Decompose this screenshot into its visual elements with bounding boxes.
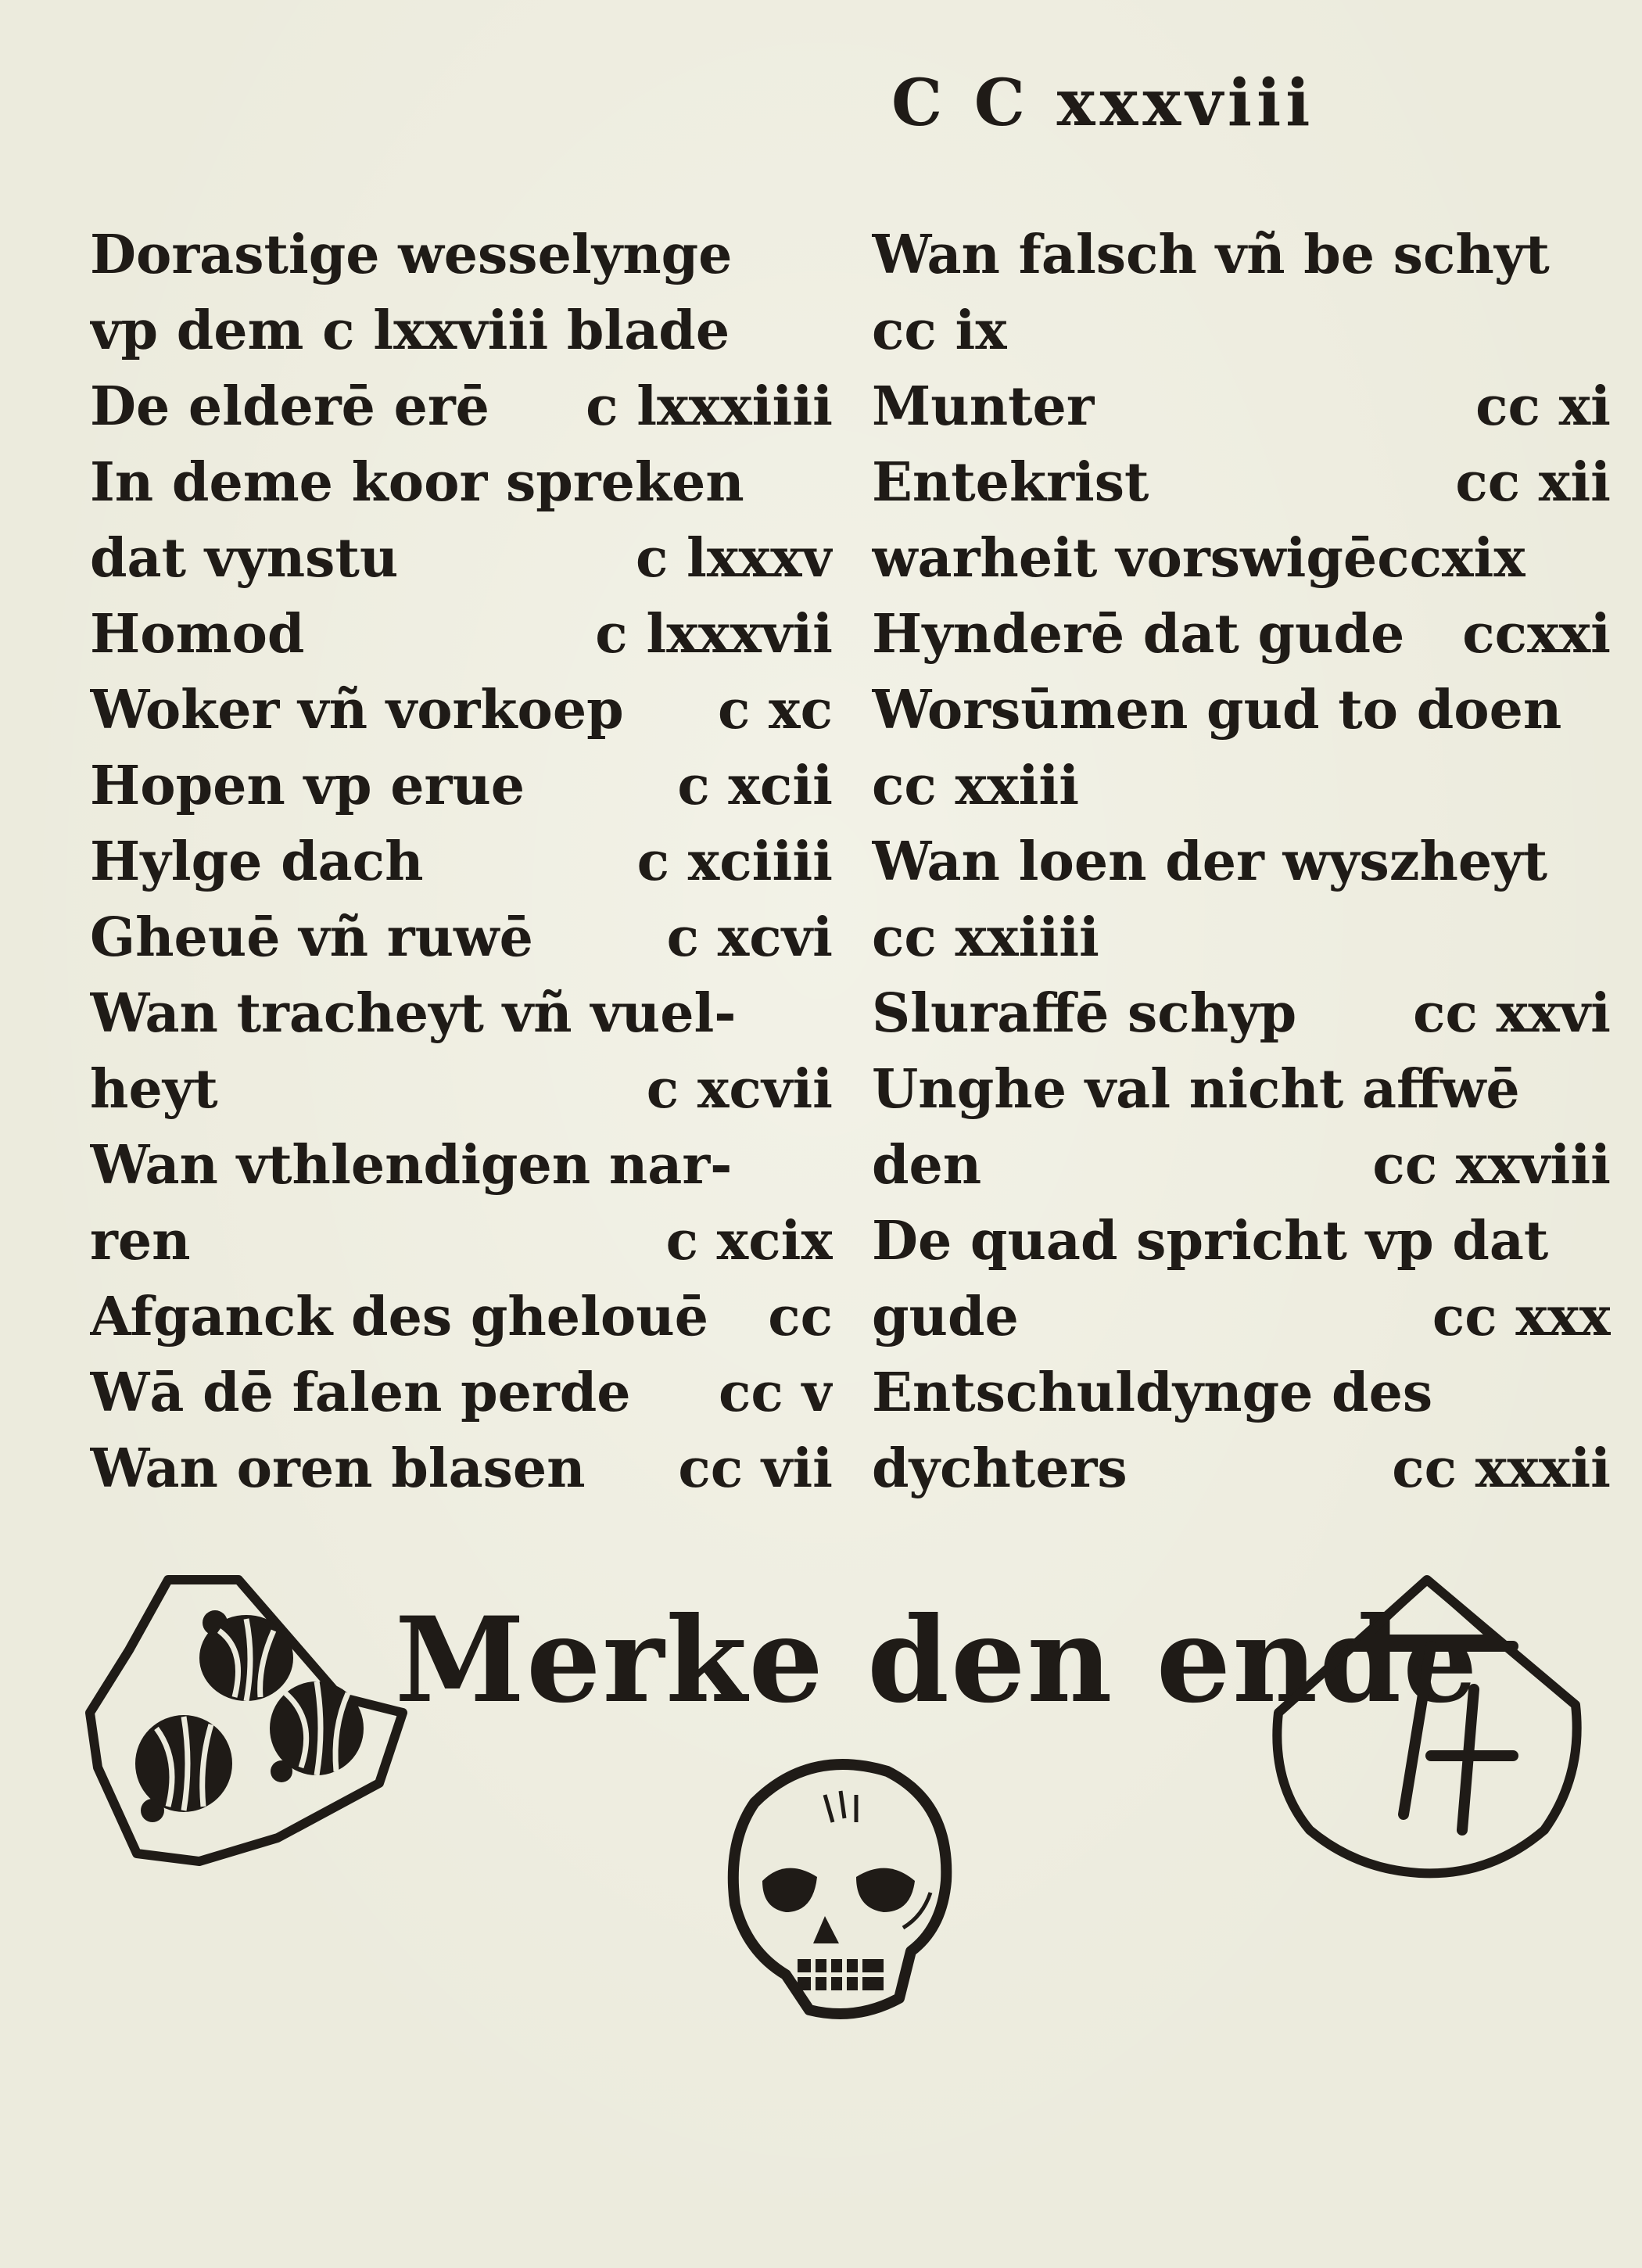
entry-folio-reference: c lxxxv [635,527,833,590]
register-entry [872,1431,1611,1507]
register-entry [872,1279,1611,1355]
register-entry [90,976,833,1052]
register-entry [90,748,833,824]
register-entry [90,1279,833,1355]
entry-title: Afganck des ghelouē [90,1286,708,1348]
register-entry [872,824,1611,900]
entry-title: Gheuē vñ ruwē [90,906,533,969]
entry-title: Wā dē falen perde [90,1362,631,1424]
register-entry [90,1431,833,1507]
entry-title: gude [872,1286,1019,1348]
register-entry [872,217,1611,293]
entry-folio-reference: c lxxxiiii [586,375,833,438]
entry-title: Entekrist [872,451,1149,514]
entry-folio-reference: cc vii [678,1437,833,1500]
register-entry [872,748,1611,824]
entry-folio-reference: cc xxx [1432,1286,1611,1348]
entry-title: Sluraffē schyp [872,982,1297,1045]
entry-title: Wan falsch vñ be schyt [872,224,1550,286]
register-entry [872,369,1611,445]
printers-mark-icon [1263,1572,1591,1885]
entry-title: Wan loen der wyszheyt [872,831,1548,893]
entry-folio-reference: cc v [719,1362,833,1424]
register-entry [872,900,1611,976]
entry-title: dat vynstu [90,527,399,590]
entry-folio-reference: c xciiii [636,831,833,893]
entry-title: De quad spricht vp dat [872,1210,1549,1272]
entry-title: Hynderē dat gude [872,603,1405,666]
entry-folio-reference: cc xxvi [1413,982,1611,1045]
register-entry [90,1052,833,1128]
entry-title: dychters [872,1437,1128,1500]
entry-folio-reference: cc xxviii [1372,1134,1611,1197]
entry-title: Wan tracheyt vñ vuel- [90,982,737,1045]
register-entry [90,1128,833,1204]
entry-title: Woker vñ vorkoep [90,679,624,741]
entry-title: De elderē erē [90,375,489,438]
entry-folio-reference: cc xi [1475,375,1611,438]
entry-folio-reference: c lxxxvii [595,603,833,666]
register-entry [872,1052,1611,1128]
entry-title: Entschuldynge des [872,1362,1433,1424]
entry-title: Munter [872,375,1095,438]
entry-title: Dorastige wesselynge [90,224,733,286]
entry-folio-reference: c xcvii [646,1058,833,1121]
entry-title: Wan oren blasen [90,1437,586,1500]
entry-folio-reference: cc xxxii [1392,1437,1611,1500]
register-entry [872,521,1611,597]
register-entry [872,1355,1611,1431]
register-entry [872,445,1611,521]
entry-title: warheit vorswigēccxix [872,527,1525,590]
entry-title: cc ix [872,300,1007,362]
entry-folio-reference: cc xii [1455,451,1611,514]
register-entry [872,976,1611,1052]
entry-title: Hopen vp erue [90,755,525,817]
register-entry [90,673,833,748]
entry-folio-reference: c xc [717,679,833,741]
entry-title: Unghe val nicht affwē [872,1058,1520,1121]
entry-title: cc xxiii [872,755,1080,817]
entry-title: den [872,1134,982,1197]
shield-with-three-poppy-heads-icon [82,1572,410,1877]
register-entry [872,293,1611,369]
motto-heading: Merke den ende [395,1592,1479,1729]
entry-folio-reference: c xcii [677,755,833,817]
entry-title: Hylge dach [90,831,424,893]
register-entry [90,1204,833,1279]
register-entry [90,293,833,369]
register-entry [90,597,833,673]
register-entry [90,1355,833,1431]
entry-title: cc xxiiii [872,906,1099,969]
entry-title: vp dem c lxxviii blade [90,300,730,362]
entry-title: Homod [90,603,305,666]
register-entry [90,824,833,900]
entry-title: heyt [90,1058,218,1121]
entry-title: Wan vthlendigen nar- [90,1134,733,1197]
register-entry [90,445,833,521]
register-entry [872,1128,1611,1204]
entry-folio-reference: c xcix [665,1210,833,1272]
register-entry [90,521,833,597]
entry-folio-reference: c xcvi [666,906,833,969]
register-entry [872,597,1611,673]
register-entry [90,217,833,293]
register-right-column [872,217,1611,1507]
entry-folio-reference: cc [768,1286,833,1348]
entry-title: ren [90,1210,191,1272]
register-left-column [90,217,833,1507]
entry-folio-reference: ccxxi [1462,603,1611,666]
register-entry [872,673,1611,748]
register-entry [872,1204,1611,1279]
skull-icon [700,1748,966,2029]
register-entry [90,369,833,445]
register-entry [90,900,833,976]
folio-number: C C xxxviii [891,66,1315,141]
entry-title: In deme koor spreken [90,451,744,514]
entry-title: Worsūmen gud to doen [872,679,1562,741]
